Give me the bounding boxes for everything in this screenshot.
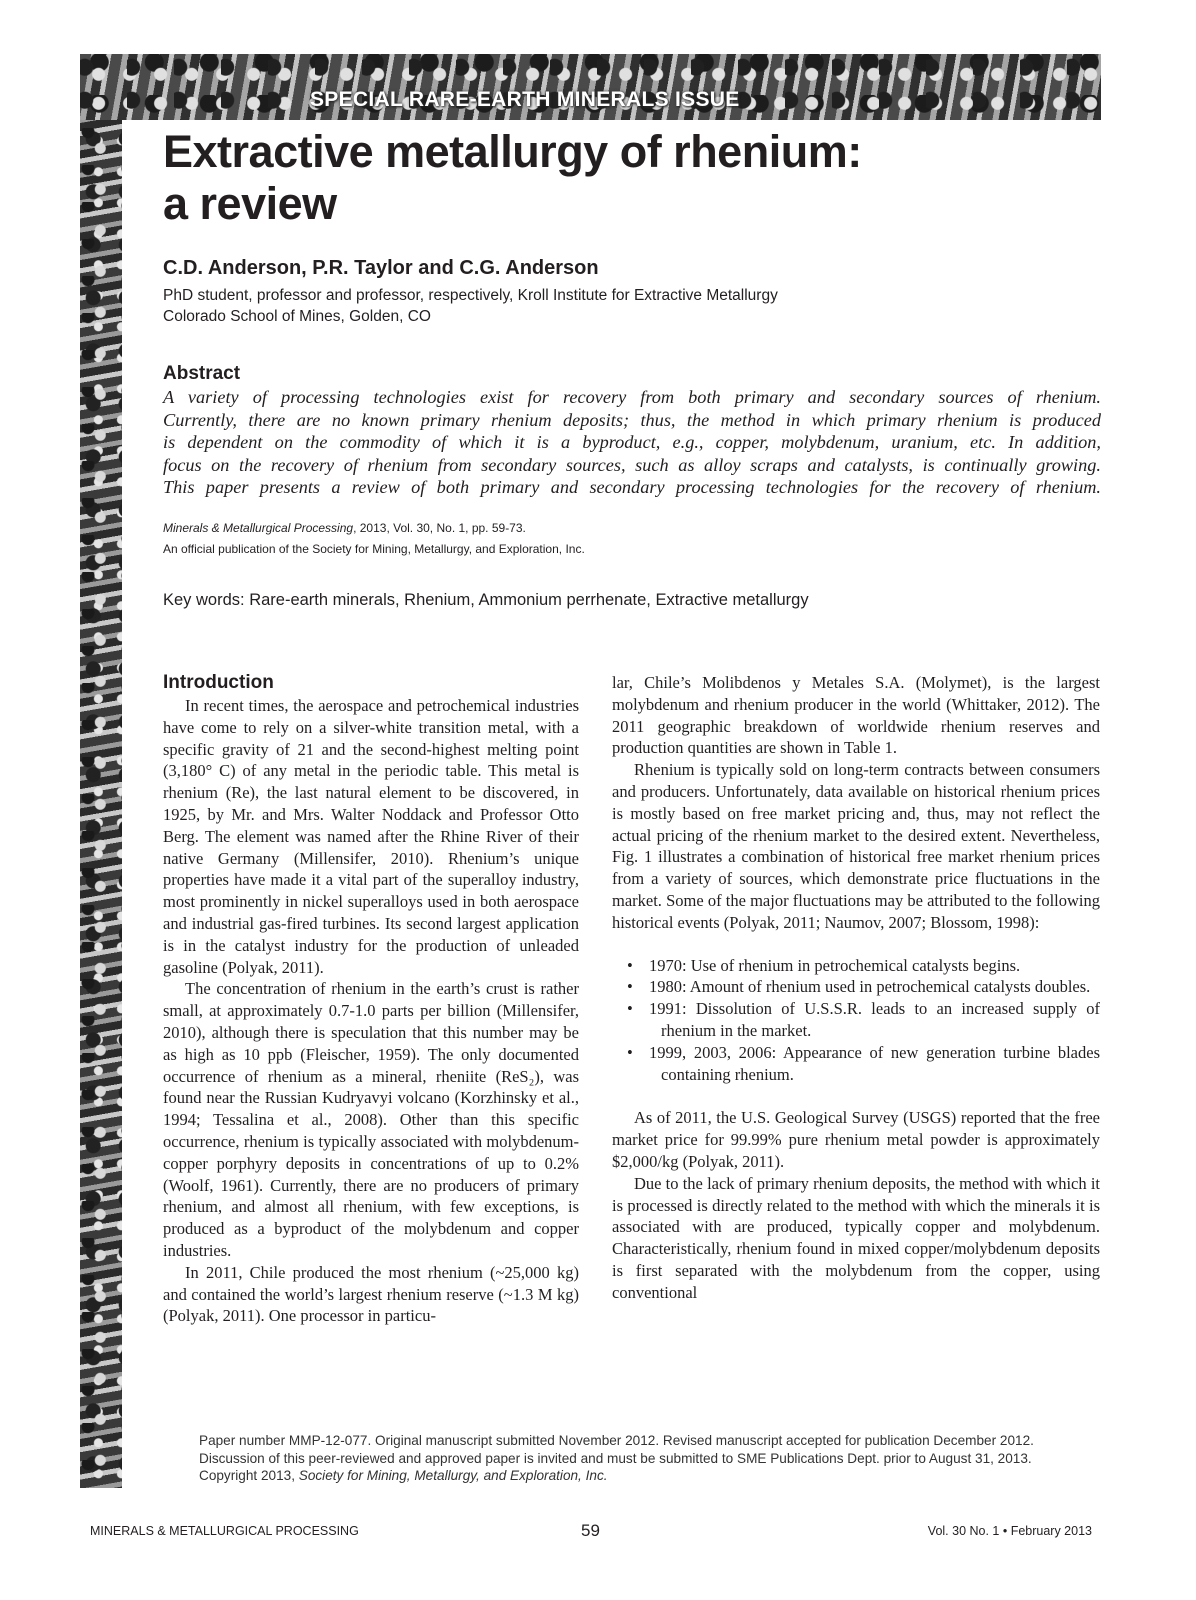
affiliation-line: PhD student, professor and professor, respectively, Kroll Institute for Extractive Metallurgy xyxy=(163,287,778,304)
abstract-heading: Abstract xyxy=(163,363,241,384)
body-paragraph: Due to the lack of primary rhenium deposits, the method with which it is processed is directly related to the method with which the minerals it is associated with are produced, typically copper and molybdenum. Characteristically, rhenium found in mixed copper/molybdenum deposits is first separated with the molybdenum from the copper, using conventional xyxy=(612,1173,1100,1302)
body-paragraph: Rhenium is typically sold on long-term contracts between consumers and producers. Unfortunately, data available on historical rhenium prices is mostly based on free market pricing and, thus, may not reflect the actual pricing of the rhenium market to the desired extent. Nevertheless, Fig. 1 illustrates a combination of historical free market rhenium prices from a variety of sources, which demonstrate price fluctuations in the market. Some of the major fluctuations may be attributed to the following historical events (Polyak, 2011; Naumov, 2007; Blossom, 1998): xyxy=(612,760,1100,932)
section-heading-introduction: Introduction xyxy=(163,672,274,693)
manuscript-footnote xyxy=(199,1432,1079,1485)
authors: C.D. Anderson, P.R. Taylor and C.G. Anderson xyxy=(163,257,599,279)
body-paragraph: The concentration of rhenium in the earth’s crust is rather small, at approximately 0.7-1.0 parts per billion (Millensifer, 2010), although there is speculation that this number may be as high as 10 ppb (Fleischer, 1959). The only documented occurrence of rhenium as a mineral, rheniite (ReS₂), was found near the Russian Kudryavyi volcano (Korzhinsky et al., 1994; Tessalina et al., 2008). Other than this specific occurrence, rhenium is typically associated with molybdenum-copper porphyry deposits in concentrations of up to 0.2% (Woolf, 1961). Currently, there are no producers of primary rhenium, and almost all rhenium, with few exceptions, is produced as a byproduct of the molybdenum and copper industries. xyxy=(163,979,579,1260)
body-column-left xyxy=(163,672,579,1327)
paper-title-line: Extractive metallurgy of rhenium: xyxy=(163,126,862,177)
citation xyxy=(163,518,585,560)
body-paragraph: In 2011, Chile produced the most rhenium (~25,000 kg) and contained the world’s largest rhenium reserve (~1.3 M kg) (Polyak, 2011). One processor in particu- xyxy=(163,1262,579,1326)
journal-name: Minerals & Metallurgical Processing xyxy=(163,521,354,535)
paper-title xyxy=(163,126,1063,230)
body-paragraph: lar, Chile’s Molibdenos y Metales S.A. (Molymet), is the largest molybdenum and rhenium producer in the world (Whittaker, 2012). The 2011 geographic breakdown of worldwide rhenium reserves and production quantities are shown in Table 1. xyxy=(612,673,1100,758)
list-item: • 1980: Amount of rhenium used in petrochemical catalysts doubles. xyxy=(612,976,1100,998)
footer-journal-name: MINERALS & METALLURGICAL PROCESSING xyxy=(90,1524,359,1538)
decorative-rock-texture-strip xyxy=(80,54,122,1488)
publisher-note: An official publication of the Society for Mining, Metallurgy, and Exploration, Inc. xyxy=(163,542,585,556)
footnote-text: Paper number MMP-12-077. Original manuscript submitted November 2012. Revised manuscript accepted for publication December 2012. Discussion of this peer-reviewed and approved paper is invited and must be submitted to SME Publications Dept. prior to August 31, 2013. Copyright 2013, xyxy=(199,1433,1034,1483)
body-paragraph: In recent times, the aerospace and petrochemical industries have come to rely on a silver-white transition metal, with a specific gravity of 21 and the second-highest melting point (3,180° C) of any metal in the periodic table. This metal is rhenium (Re), the last natural element to be discovered, in 1925, by Mr. and Mrs. Walter Noddack and Professor Otto Berg. The element was named after the Rhine River of their native Germany (Millensifer, 2010). Rhenium’s unique properties have made it a vital part of the superalloy industry, most prominently in nickel superalloys used in both aerospace and industrial gas-fired turbines. Its second largest application is in the catalyst industry for the production of unleaded gasoline (Polyak, 2011). xyxy=(163,696,579,977)
abstract-line: is dependent on the commodity of which it is a byproduct, e.g., copper, molybdenum, uranium, etc. In addition, xyxy=(163,432,1101,452)
body-column-right xyxy=(612,672,1100,1304)
keywords: Key words: Rare-earth minerals, Rhenium, Ammonium perrhenate, Extractive metallurgy xyxy=(163,591,809,609)
list-item: • 1991: Dissolution of U.S.S.R. leads to an increased supply of rhenium in the market. xyxy=(612,998,1100,1042)
abstract-text xyxy=(163,386,1101,499)
list-item: • 1970: Use of rhenium in petrochemical catalysts begins. xyxy=(612,955,1100,977)
list-item: • 1999, 2003, 2006: Appearance of new generation turbine blades containing rhenium. xyxy=(612,1042,1100,1086)
abstract-line: focus on the recovery of rhenium from secondary sources, such as alloy scraps and catalysts, is continually growing. xyxy=(163,454,1101,475)
historical-events-list xyxy=(612,955,1100,1086)
abstract-line: Currently, there are no known primary rhenium deposits; thus, the method in which primary rhenium is produced xyxy=(163,409,1101,430)
citation-details: , 2013, Vol. 30, No. 1, pp. 59-73. xyxy=(353,521,526,535)
abstract-line: A variety of processing technologies exist for recovery from both primary and secondary sources of rhenium. xyxy=(163,387,1101,407)
citation-reference xyxy=(163,518,585,539)
abstract-line: This paper presents a review of both primary and secondary processing technologies for the recovery of rhenium. xyxy=(163,477,1101,497)
body-paragraph: As of 2011, the U.S. Geological Survey (USGS) reported that the free market price for 99.99% pure rhenium metal powder is approximately $2,000/kg (Polyak, 2011). xyxy=(612,1108,1100,1171)
affiliation xyxy=(163,285,778,327)
page-number: 59 xyxy=(581,1521,600,1540)
paper-title-line: a review xyxy=(163,178,337,229)
footnote-society: Society for Mining, Metallurgy, and Exploration, Inc. xyxy=(298,1468,608,1483)
affiliation-line: Colorado School of Mines, Golden, CO xyxy=(163,308,431,325)
banner-title: SPECIAL RARE-EARTH MINERALS ISSUE xyxy=(310,88,740,111)
footer-issue-info: Vol. 30 No. 1 • February 2013 xyxy=(927,1524,1092,1538)
